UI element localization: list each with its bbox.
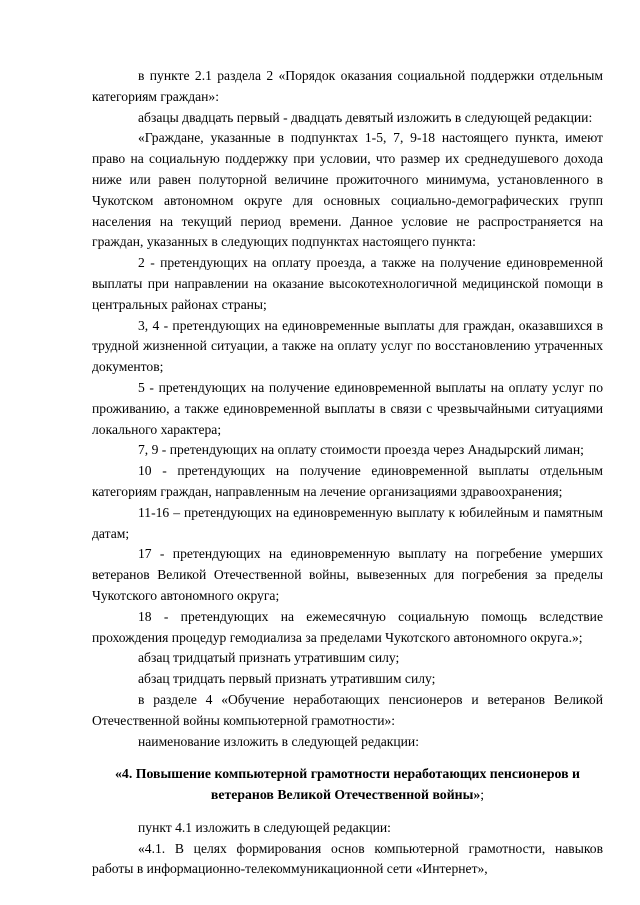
section-heading (92, 764, 603, 806)
paragraph-6: 5 - претендующих на получение единовременной выплаты на оплату услуг по проживанию, а также единовременной выплаты в связи с чрезвычайными ситуациями локального характера; (92, 379, 603, 437)
section-heading-text: «4. Повышение компьютерной грамотности неработающих пенсионеров и ветеранов Великой Отечественной войны» (115, 766, 580, 803)
paragraph-13: абзац тридцать первый признать утратившим силу; (138, 671, 436, 687)
paragraph-8: 10 - претендующих на получение единовременной выплаты отдельным категориям граждан, направленным на лечение организациями здравоохранения; (92, 463, 603, 499)
paragraph-5: 3, 4 - претендующих на единовременные выплаты для граждан, оказавшихся в трудной жизненной ситуации, а также на оплату услуг по восстановлению утраченных документов; (92, 317, 603, 375)
paragraph-11: 18 - претендующих на ежемесячную социальную помощь вследствие прохождения процедур гемодиализа за пределами Чукотского автономного округа.»; (92, 608, 603, 645)
paragraph-1: в пункте 2.1 раздела 2 «Порядок оказания социальной поддержки отдельным категориям граждан»: (92, 68, 603, 104)
paragraph-15: наименование изложить в следующей редакции: (138, 733, 419, 749)
paragraph-14: в разделе 4 «Обучение неработающих пенсионеров и ветеранов Великой Отечественной войны компьютерной грамотности»: (92, 691, 603, 728)
paragraph-7: 7, 9 - претендующих на оплату стоимости проезда через Анадырский лиман; (138, 442, 584, 458)
paragraph-9: 11-16 – претендующих на единовременную выплату к юбилейным и памятным датам; (92, 504, 603, 541)
paragraph-12: абзац тридцатый признать утратившим силу; (138, 650, 400, 666)
paragraph-17: «4.1. В целях формирования основ компьютерной грамотности, навыков работы в информационно-телекоммуникационной сети «Интернет», (92, 840, 603, 877)
paragraph-3: «Граждане, указанные в подпунктах 1-5, 7, 9-18 настоящего пункта, имеют право на социальную поддержку при условии, что размер их среднедушевого дохода ниже или равен полуторной величине прожиточного минимума, установленного в Чукотском автономном округе для основных социально-демографических групп населения на текущий период времени. Данное условие не распространяется на граждан, указанных в следующих подпунктах настоящего пункта: (92, 130, 603, 250)
paragraph-4: 2 - претендующих на оплату проезда, а также на получение единовременной выплаты при направлении на оказание высокотехнологичной медицинской помощи в центральных районах страны; (92, 255, 603, 312)
paragraph-2: абзацы двадцать первый - двадцать девятый изложить в следующей редакции: (138, 109, 593, 125)
section-heading-tail: ; (480, 787, 485, 803)
paragraph-10: 17 - претендующих на единовременную выплату на погребение умерших ветеранов Великой Отечественной войны, вывезенных для погребения за пределы Чукотского автономного округа; (92, 546, 603, 603)
paragraph-16: пункт 4.1 изложить в следующей редакции: (138, 819, 391, 835)
document-page (92, 66, 603, 880)
